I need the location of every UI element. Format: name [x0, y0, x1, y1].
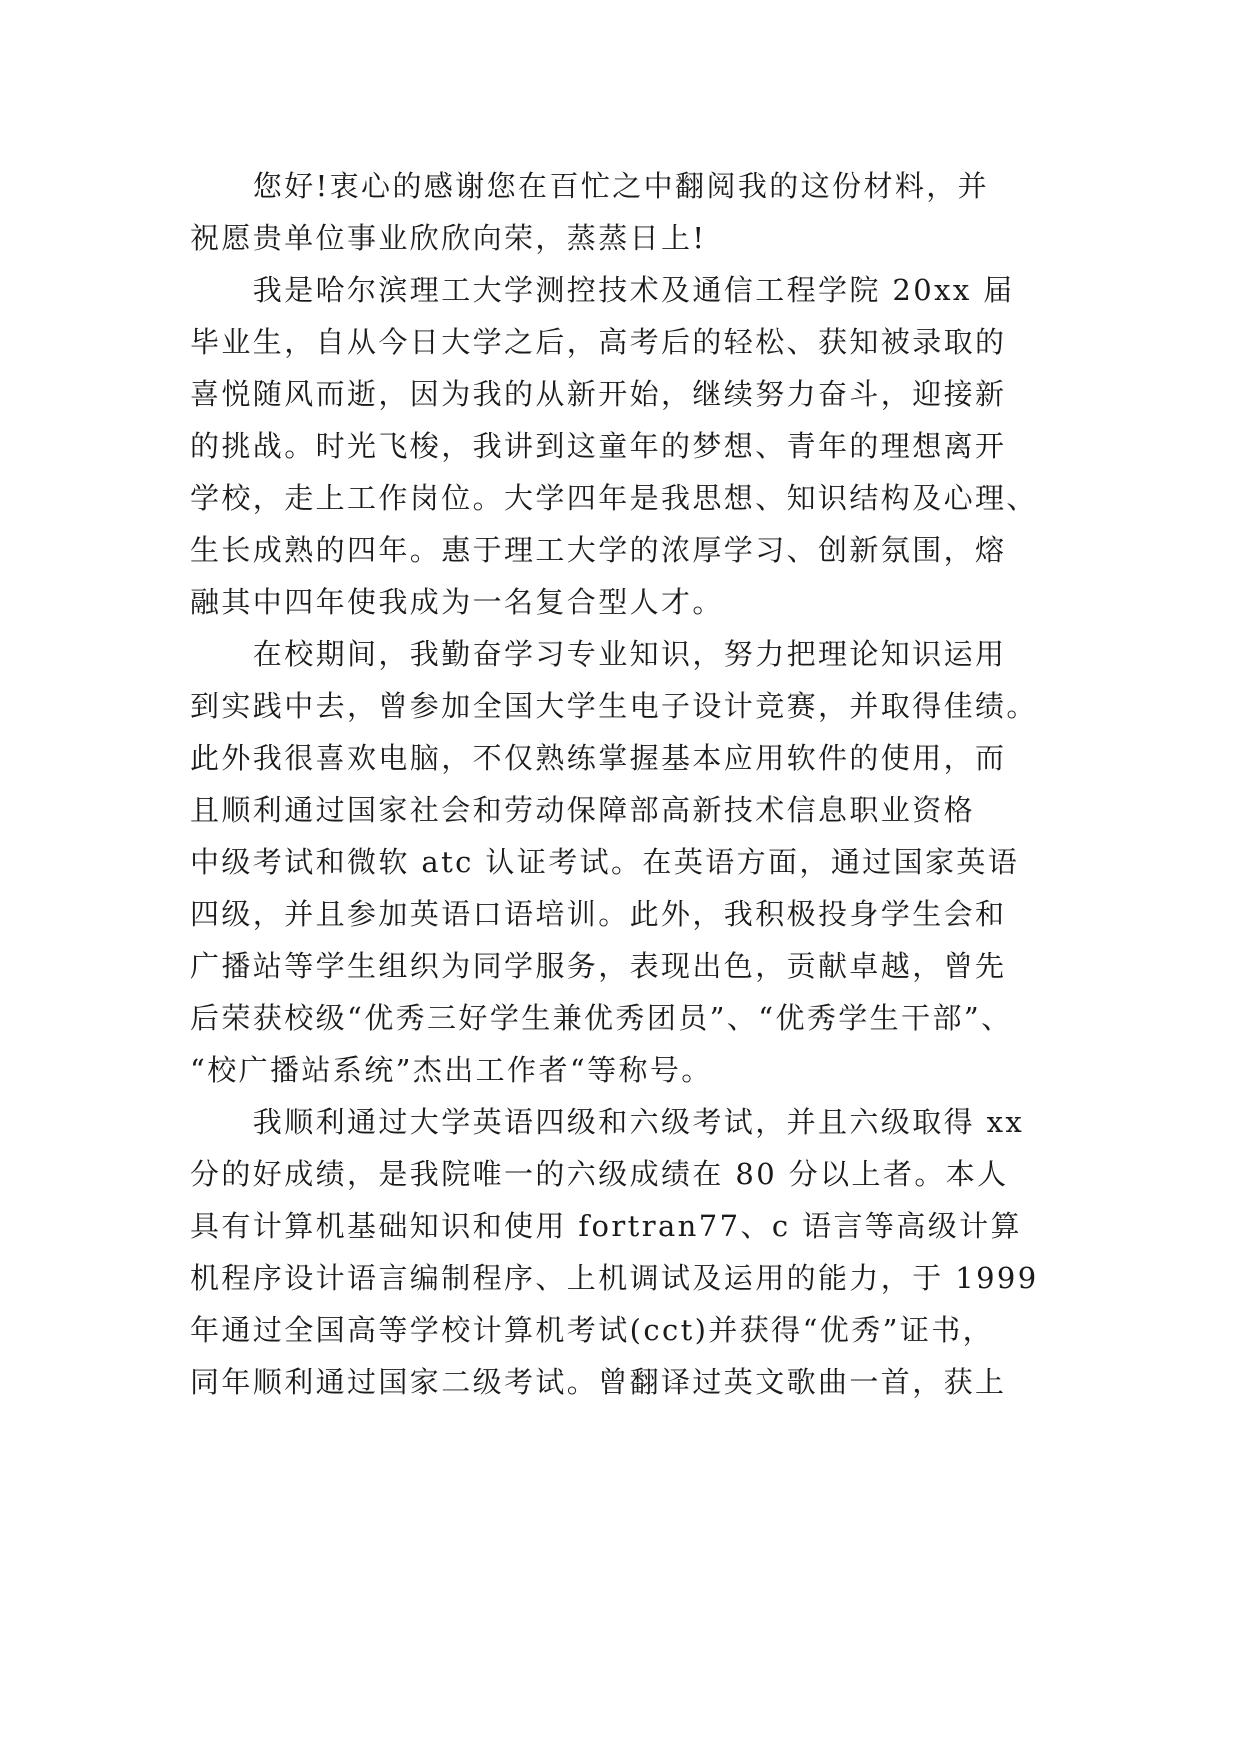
text-line: 祝愿贵单位事业欣欣向荣，蒸蒸日上!: [190, 221, 707, 255]
text-line: 分的好成绩，是我院唯一的六级成绩在 80 分以上者。本人: [190, 1157, 1009, 1191]
text-line: 您好!衷心的感谢您在百忙之中翻阅我的这份材料，并: [190, 169, 990, 203]
text-line: 四级，并且参加英语口语培训。此外，我积极投身学生会和: [190, 897, 1007, 931]
text-line: 中级考试和微软 atc 认证考试。在英语方面，通过国家英语: [190, 845, 1020, 879]
text-line: 且顺利通过国家社会和劳动保障部高新技术信息职业资格: [190, 793, 976, 827]
text-line: 在校期间，我勤奋学习专业知识，努力把理论知识运用: [190, 637, 1007, 671]
text-line: 具有计算机基础知识和使用 fortran77、c 语言等高级计算: [190, 1209, 1022, 1243]
text-line: 我顺利通过大学英语四级和六级考试，并且六级取得 xx: [190, 1105, 1025, 1139]
text-line: 机程序设计语言编制程序、上机调试及运用的能力，于 1999: [190, 1261, 1039, 1295]
text-line: 年通过全国高等学校计算机考试(cct)并获得“优秀”证书，: [190, 1313, 995, 1347]
text-line: 此外我很喜欢电脑，不仅熟练掌握基本应用软件的使用，而: [190, 741, 1007, 775]
document-body: [190, 160, 1070, 1408]
text-line: 到实践中去，曾参加全国大学生电子设计竞赛，并取得佳绩。: [190, 689, 1038, 723]
text-line: 融其中四年使我成为一名复合型人才。: [190, 585, 724, 619]
text-line: 喜悦随风而逝，因为我的从新开始，继续努力奋斗，迎接新: [190, 377, 1007, 411]
text-line: 我是哈尔滨理工大学测控技术及通信工程学院 20xx 届: [190, 273, 1015, 307]
text-line: 毕业生，自从今日大学之后，高考后的轻松、获知被录取的: [190, 325, 1007, 359]
text-line: 后荣获校级“优秀三好学生兼优秀团员”、“优秀学生干部”、: [190, 1001, 1013, 1035]
text-line: 生长成熟的四年。惠于理工大学的浓厚学习、创新氛围，熔: [190, 533, 1007, 567]
text-line: 广播站等学生组织为同学服务，表现出色，贡献卓越，曾先: [190, 949, 1007, 983]
text-line: “校广播站系统”杰出工作者“等称号。: [190, 1053, 713, 1087]
text-line: 同年顺利通过国家二级考试。曾翻译过英文歌曲一首，获上: [190, 1365, 1007, 1399]
text-line: 的挑战。时光飞梭，我讲到这童年的梦想、青年的理想离开: [190, 429, 1007, 463]
text-line: 学校，走上工作岗位。大学四年是我思想、知识结构及心理、: [190, 481, 1038, 515]
